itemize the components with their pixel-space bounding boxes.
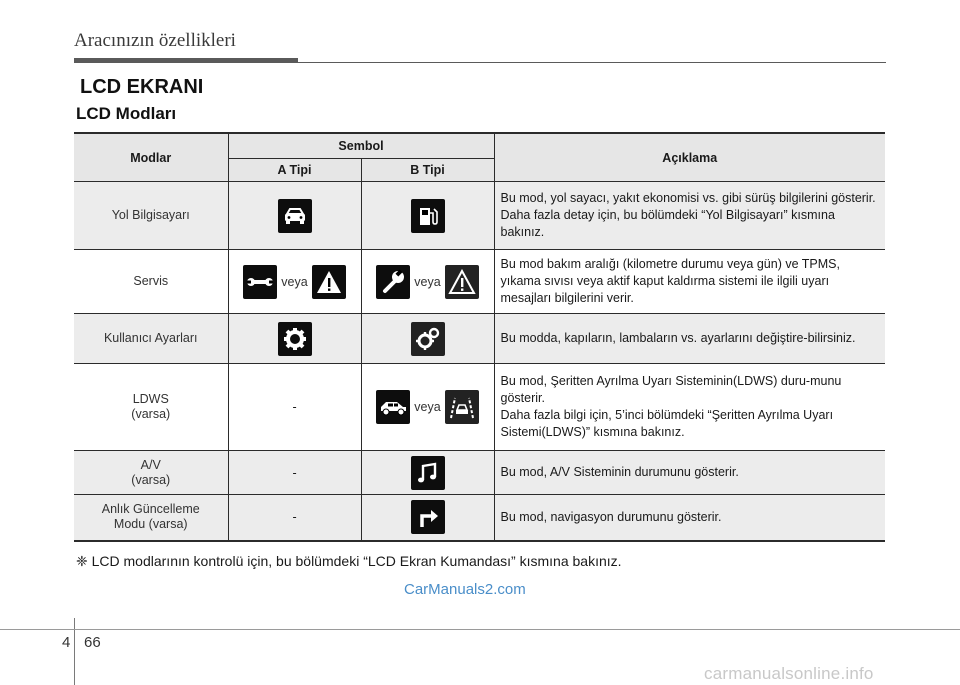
table-row: [74, 451, 885, 495]
lcd-modes-table: [74, 132, 885, 542]
watermark-link[interactable]: CarManuals2.com: [404, 581, 526, 598]
or-label: veya: [414, 274, 441, 289]
mode-name: [74, 364, 228, 451]
table-row: [74, 182, 885, 250]
mode-name-line1: LDWS: [132, 392, 169, 406]
wrench-icon: [376, 265, 410, 299]
gears-icon: [411, 322, 445, 356]
mode-name: [74, 495, 228, 541]
mode-description: Bu mod bakım aralığı (kilometre durumu veya gün) ve TPMS, yıkama sıvısı veya aktif kaput kaldırma sistemi ile ilgili uyarı mesajları bilgilerini verir.: [494, 250, 885, 314]
gear-icon: [278, 322, 312, 356]
mode-name-line1: Anlık Güncelleme: [101, 502, 200, 517]
mode-description-line2: Daha fazla bilgi için, 5’inci bölümdeki “Şeritten Ayrılma Uyarı Sistemi(LDWS)” kısmına bakınız.: [500, 408, 834, 439]
footer-rule: [0, 629, 960, 630]
mode-description: Bu mod, navigasyon durumunu gösterir.: [494, 495, 885, 541]
symbol-b: [361, 250, 494, 314]
page-number: 66: [84, 634, 101, 651]
symbol-b: [361, 182, 494, 250]
mode-name: Yol Bilgisayarı: [74, 182, 228, 250]
mode-description: [494, 364, 885, 451]
mode-name-line2: (varsa): [131, 407, 171, 421]
turn-arrow-icon: [411, 500, 445, 534]
col-header-type-b: B Tipi: [361, 159, 494, 182]
mode-description: Bu modda, kapıların, lambaların vs. ayarlarını değiştire-bilirsiniz.: [494, 314, 885, 364]
symbol-b: [361, 364, 494, 451]
mode-name-line2: Modu (varsa): [113, 517, 188, 532]
header-bar: [74, 58, 298, 63]
col-header-description: Açıklama: [494, 133, 885, 182]
table-row: [74, 364, 885, 451]
mode-description: Bu mod, yol sayacı, yakıt ekonomisi vs. gibi sürüş bilgilerini gösterir. Daha fazla detay için, bu bölümdeki “Yol Bilgisayarı” kısmına bakınız.: [494, 182, 885, 250]
col-header-type-a: A Tipi: [228, 159, 361, 182]
section-title: LCD EKRANI: [80, 76, 204, 98]
symbol-a-none: -: [228, 364, 361, 451]
header-rule: [298, 62, 886, 63]
table-row: [74, 495, 885, 541]
fuel-pump-icon: [411, 199, 445, 233]
mode-name: Servis: [133, 274, 169, 288]
lane-car-icon: [445, 390, 479, 424]
symbol-b: [361, 314, 494, 364]
music-note-icon: [411, 456, 445, 490]
footer-watermark: carmanualsonline.info: [704, 664, 874, 683]
symbol-a: [228, 182, 361, 250]
table-row: [74, 314, 885, 364]
or-label: veya: [414, 400, 441, 414]
mode-name: [74, 451, 228, 495]
symbol-a-none: -: [228, 451, 361, 495]
table-footnote: ❈ LCD modlarının kontrolü için, bu bölümdeki “LCD Ekran Kumandası” kısmına bakınız.: [76, 553, 622, 569]
mode-name: Kullanıcı Ayarları: [74, 314, 228, 364]
symbol-b: [361, 451, 494, 495]
car-side-icon: [376, 390, 410, 424]
symbol-b: [361, 495, 494, 541]
page-header-title: Aracınızın özellikleri: [74, 30, 236, 51]
mode-description-line1: Bu mod, Şeritten Ayrılma Uyarı Sisteminin(LDWS) duru-munu gösterir.: [500, 374, 842, 405]
symbol-a: [228, 250, 361, 314]
col-header-modes: Modlar: [74, 133, 228, 182]
wrench-icon: [243, 265, 277, 299]
subsection-title: LCD Modları: [76, 104, 177, 123]
car-icon: [278, 199, 312, 233]
table-row: [74, 250, 885, 314]
page-section-number: 4: [62, 634, 71, 651]
mode-name-line2: (varsa): [131, 472, 171, 487]
symbol-a-none: -: [228, 495, 361, 541]
col-header-symbol: Sembol: [228, 133, 494, 159]
or-label: veya: [281, 274, 308, 289]
warning-icon: [312, 265, 346, 299]
mode-description: Bu mod, A/V Sisteminin durumunu gösterir.: [494, 451, 885, 495]
symbol-a: [228, 314, 361, 364]
mode-name-line1: A/V: [140, 457, 161, 472]
warning-icon: [445, 265, 479, 299]
